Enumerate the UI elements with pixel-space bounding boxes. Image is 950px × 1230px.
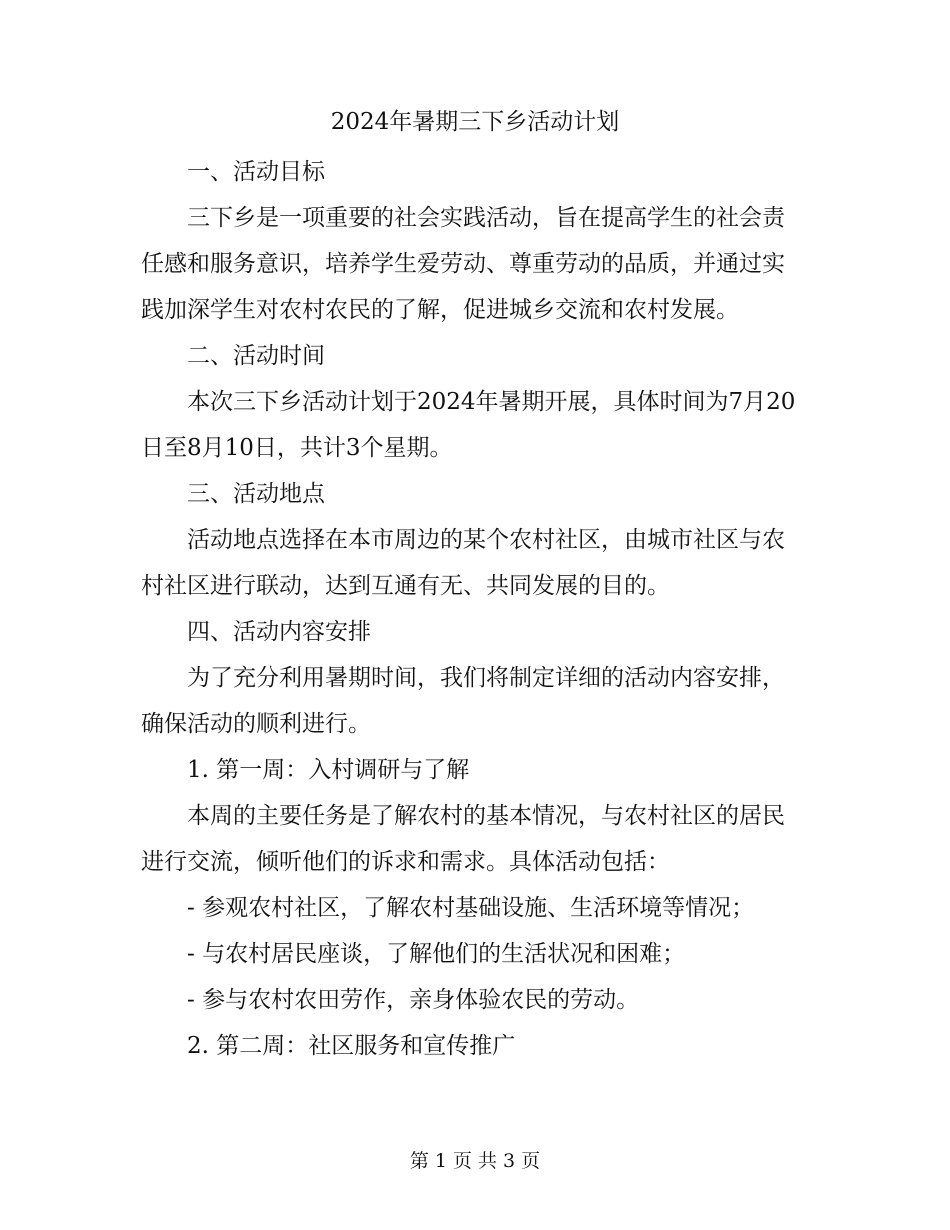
page-number-footer: 第 1 页 共 3 页 (409, 1150, 541, 1172)
paragraph-line: 村社区进行联动，达到互通有无、共同发展的目的。 (141, 573, 670, 599)
paragraph-line: 活动地点选择在本市周边的某个农村社区，由城市社区与农 (187, 527, 785, 553)
paragraph-line: 日至8月10日，共计3个星期。 (141, 435, 453, 461)
list-item: - 与农村居民座谈，了解他们的生活状况和困难； (187, 941, 686, 967)
subheading-week-1: 1. 第一周：入村调研与了解 (187, 757, 470, 783)
paragraph-line: 本周的主要任务是了解农村的基本情况，与农村社区的居民 (187, 803, 785, 829)
subheading-week-2: 2. 第二周：社区服务和宣传推广 (187, 1033, 516, 1059)
section-heading-location: 三、活动地点 (187, 481, 325, 507)
paragraph-line: 本次三下乡活动计划于2024年暑期开展，具体时间为7月20 (187, 389, 796, 415)
section-heading-content: 四、活动内容安排 (187, 619, 371, 645)
list-item: - 参观农村社区，了解农村基础设施、生活环境等情况； (187, 895, 755, 921)
list-item: - 参与农村农田劳作，亲身体验农民的劳动。 (187, 987, 640, 1013)
paragraph-line: 确保活动的顺利进行。 (141, 711, 371, 737)
paragraph-line: 三下乡是一项重要的社会实践活动，旨在提高学生的社会责 (187, 205, 785, 231)
paragraph-line: 任感和服务意识，培养学生爱劳动、尊重劳动的品质，并通过实 (141, 251, 785, 277)
paragraph-line: 进行交流，倾听他们的诉求和需求。具体活动包括： (141, 849, 670, 875)
paragraph-line: 为了充分利用暑期时间，我们将制定详细的活动内容安排， (187, 665, 785, 691)
paragraph-line: 践加深学生对农村农民的了解，促进城乡交流和农村发展。 (141, 297, 739, 323)
document-title: 2024年暑期三下乡活动计划 (330, 109, 620, 135)
section-heading-time: 二、活动时间 (187, 343, 325, 369)
section-heading-goals: 一、活动目标 (187, 159, 325, 185)
